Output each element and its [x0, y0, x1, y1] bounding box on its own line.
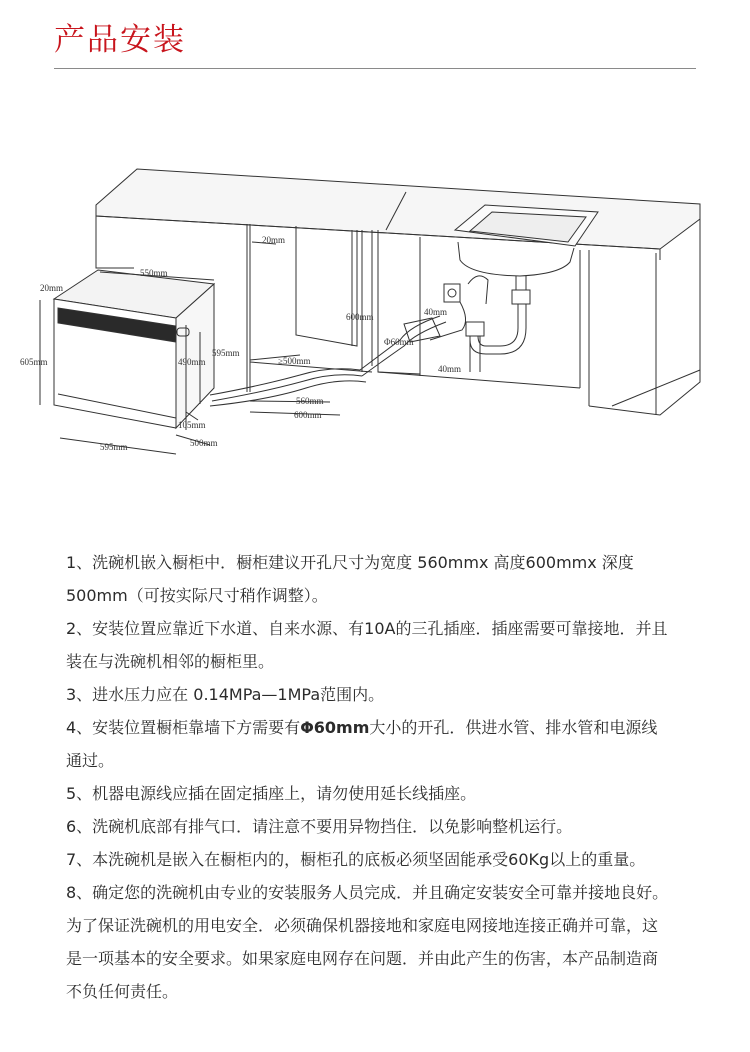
note-line: 1、洗碗机嵌入橱柜中．橱柜建议开孔尺寸为宽度 560mmx 高度600mmx 深度 — [66, 553, 634, 572]
note-line: 为了保证洗碗机的用电安全．必须确保机器接地和家庭电网接地连接正确并可靠，这 — [66, 916, 659, 935]
dim-595mm-side: 595mm — [212, 348, 240, 358]
dim-20mm-top: 20mm — [262, 235, 286, 245]
note-line: 不负任何责任。 — [66, 982, 179, 1001]
note-line: 装在与洗碗机相邻的橱柜里。 — [66, 652, 275, 671]
dim-560mm: 560mm — [296, 396, 324, 406]
note-line: 是一项基本的安全要求。如果家庭电网存在问题．并由此产生的伤害，本产品制造商 — [66, 949, 659, 968]
dim-20mm-left: 20mm — [40, 283, 64, 293]
countertop — [96, 169, 700, 249]
dim-105mm: 105mm — [178, 420, 206, 430]
note-line: 7、本洗碗机是嵌入在橱柜内的，橱柜孔的底板必须坚固能承受60Kg以上的重量。 — [66, 850, 646, 869]
title-divider — [54, 68, 696, 69]
installation-diagram — [0, 150, 750, 470]
dim-595mm-bottom: 595mm — [100, 442, 128, 452]
dim-phi60mm: Φ60mm — [384, 337, 414, 347]
note-line: 8、确定您的洗碗机由专业的安装服务人员完成．并且确定安装安全可靠并接地良好。 — [66, 883, 669, 902]
note-line: 500mm（可按实际尺寸稍作调整）。 — [66, 586, 328, 605]
sink-cabinet — [378, 234, 420, 374]
note-line: 6、洗碗机底部有排气口．请注意不要用异物挡住．以免影响整机运行。 — [66, 817, 573, 836]
installation-drawing — [0, 150, 750, 470]
dim-40mm-bottom: 40mm — [438, 364, 462, 374]
dim-605mm: 605mm — [20, 357, 48, 367]
note-line: 通过。 — [66, 751, 115, 770]
note-line: 3、进水压力应在 0.14MPa—1MPa范围内。 — [66, 685, 385, 704]
dim-490mm: 490mm — [178, 357, 206, 367]
note-text: 大小的开孔．供进水管、排水管和电源线 — [369, 718, 658, 737]
note-line: 2、安装位置应靠近下水道、自来水源、有10A的三孔插座．插座需要可靠接地．并且 — [66, 619, 668, 638]
dim-40mm-top: 40mm — [424, 307, 448, 317]
note-line: 5、机器电源线应插在固定插座上，请勿使用延长线插座。 — [66, 784, 477, 803]
dim-600mm-bottom: 600mm — [294, 410, 322, 420]
dim-500mm-min: ≥500mm — [278, 356, 311, 366]
dim-550mm: 550mm — [140, 268, 168, 278]
dim-600mm-vertical: 600mm — [346, 312, 374, 322]
left-cabinet — [96, 216, 134, 268]
installation-notes — [66, 546, 706, 1008]
note-text: 4、安装位置橱柜靠墙下方需要有 — [66, 718, 301, 737]
dim-500mm-bottom: 500mm — [190, 438, 218, 448]
note-line — [66, 711, 706, 744]
page-title: 产品安装 — [54, 22, 186, 58]
cabinet-opening — [296, 226, 357, 346]
note-emphasis: Φ60mm — [300, 718, 370, 737]
